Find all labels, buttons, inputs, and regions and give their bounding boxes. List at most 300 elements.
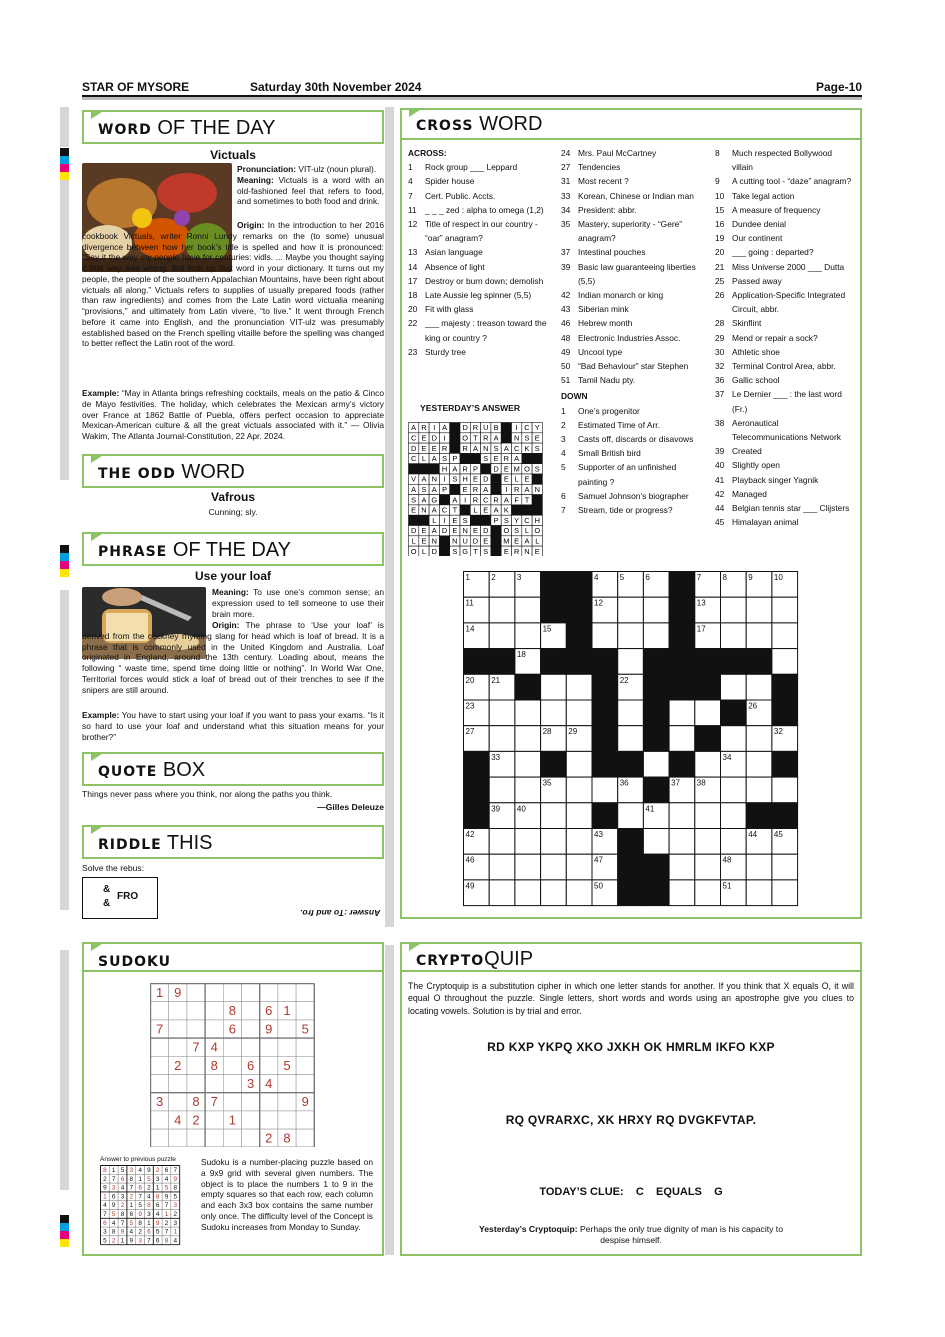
clue-number: 25 bbox=[722, 701, 732, 711]
answer-cell bbox=[460, 505, 470, 515]
sudoku-cell[interactable] bbox=[205, 984, 223, 1002]
answer-letter: A bbox=[503, 443, 509, 453]
sudoku-cell[interactable] bbox=[223, 1056, 241, 1074]
answer-letter: A bbox=[431, 454, 437, 464]
sudoku-cell[interactable] bbox=[151, 1075, 169, 1093]
black-square bbox=[643, 854, 669, 880]
sudoku-given: 7 bbox=[210, 1094, 218, 1110]
sudoku-given: 6 bbox=[265, 1003, 273, 1019]
white-square[interactable] bbox=[566, 700, 592, 726]
answer-letter: E bbox=[524, 474, 530, 484]
sudoku-cell[interactable] bbox=[296, 1129, 314, 1147]
prev-digit: 6 bbox=[129, 1211, 134, 1218]
sudoku-cell[interactable] bbox=[187, 984, 205, 1002]
prev-digit: 6 bbox=[147, 1228, 151, 1236]
sudoku-cell[interactable] bbox=[223, 1038, 241, 1056]
sudoku-cell[interactable] bbox=[260, 1056, 278, 1074]
clue-number: 28 bbox=[542, 727, 552, 737]
white-square[interactable] bbox=[592, 623, 618, 649]
clue-item: 44 Belgian tennis star ___ Clijsters bbox=[715, 503, 850, 514]
sudoku-cell[interactable] bbox=[151, 1056, 169, 1074]
white-square[interactable] bbox=[721, 777, 747, 803]
white-square[interactable] bbox=[772, 880, 798, 906]
sudoku-cell[interactable] bbox=[151, 1038, 169, 1056]
answer-letter: A bbox=[431, 505, 437, 515]
sudoku-cell[interactable] bbox=[205, 1129, 223, 1147]
answer-letter: S bbox=[514, 526, 520, 536]
white-square[interactable] bbox=[566, 803, 592, 829]
prev-digit: 4 bbox=[138, 1167, 142, 1174]
sudoku-cell[interactable] bbox=[260, 1093, 278, 1111]
side-bar bbox=[60, 107, 69, 147]
answer-letter: P bbox=[493, 515, 499, 525]
white-square[interactable] bbox=[515, 700, 541, 726]
black-square bbox=[464, 751, 490, 777]
white-square[interactable] bbox=[618, 623, 644, 649]
white-square[interactable] bbox=[618, 726, 644, 752]
prev-digit: 3 bbox=[155, 1175, 160, 1183]
answer-letter: I bbox=[443, 433, 446, 443]
white-square[interactable] bbox=[772, 597, 798, 623]
side-bar bbox=[60, 950, 69, 1190]
white-square[interactable] bbox=[695, 880, 721, 906]
answer-letter: N bbox=[431, 536, 437, 546]
white-square[interactable] bbox=[489, 880, 515, 906]
prev-digit: 9 bbox=[147, 1167, 151, 1174]
white-square[interactable] bbox=[541, 803, 567, 829]
black-square bbox=[618, 751, 644, 777]
white-square[interactable] bbox=[669, 829, 695, 855]
prev-digit: 6 bbox=[155, 1202, 160, 1210]
answer-letter: C bbox=[483, 495, 489, 505]
prev-digit: 4 bbox=[103, 1202, 107, 1210]
prev-digit: 3 bbox=[173, 1202, 178, 1210]
clue-item: 13 Asian language bbox=[408, 247, 483, 258]
sudoku-cell[interactable] bbox=[242, 1129, 260, 1147]
clue-item: 39 Basic law guaranteeing liberties (5,5) bbox=[561, 261, 696, 286]
white-square[interactable] bbox=[618, 597, 644, 623]
white-square[interactable] bbox=[515, 751, 541, 777]
phrase-meaning: Meaning: To use one’s common sense; an expression used to tell someone to use their brain more. bbox=[212, 587, 384, 619]
white-square[interactable] bbox=[489, 854, 515, 880]
prev-digit: 9 bbox=[173, 1175, 178, 1183]
white-square[interactable] bbox=[618, 700, 644, 726]
sudoku-cell[interactable] bbox=[296, 1075, 314, 1093]
sudoku-grid bbox=[150, 983, 317, 1147]
answer-letter: O bbox=[524, 464, 530, 474]
answer-letter: S bbox=[493, 443, 499, 453]
prev-digit: 2 bbox=[138, 1228, 142, 1236]
prev-digit: 8 bbox=[147, 1202, 151, 1210]
sudoku-cell[interactable] bbox=[187, 1075, 205, 1093]
clue-number: 21 bbox=[491, 675, 501, 685]
sudoku-cell[interactable] bbox=[242, 1111, 260, 1129]
answer-letter: D bbox=[483, 526, 489, 536]
sudoku-cell[interactable] bbox=[169, 1129, 187, 1147]
white-square[interactable] bbox=[721, 726, 747, 752]
white-square[interactable] bbox=[746, 854, 772, 880]
prev-digit: 2 bbox=[111, 1237, 116, 1245]
prev-digit: 5 bbox=[147, 1175, 151, 1183]
white-square[interactable] bbox=[746, 751, 772, 777]
sudoku-cell[interactable] bbox=[242, 1002, 260, 1020]
prev-digit: 6 bbox=[155, 1237, 160, 1245]
sudoku-cell[interactable] bbox=[296, 1038, 314, 1056]
white-square[interactable] bbox=[489, 623, 515, 649]
sudoku-cell[interactable] bbox=[223, 1129, 241, 1147]
answer-letter: T bbox=[524, 495, 530, 505]
black-square bbox=[772, 803, 798, 829]
section-title-big: OF THE DAY bbox=[157, 117, 276, 139]
clue-item: 6 Samuel Johnson’s biographer bbox=[561, 490, 689, 501]
sudoku-given: 8 bbox=[192, 1094, 200, 1110]
white-square[interactable] bbox=[489, 777, 515, 803]
sudoku-cell[interactable] bbox=[151, 1111, 169, 1129]
sudoku-cell[interactable] bbox=[169, 1002, 187, 1020]
corner-flag bbox=[91, 752, 105, 761]
answer-letter: E bbox=[483, 505, 489, 515]
answer-cell bbox=[439, 536, 449, 546]
sudoku-cell[interactable] bbox=[223, 1075, 241, 1093]
white-square[interactable] bbox=[541, 880, 567, 906]
across-clues-col2: 24 Mrs. Paul McCartney 27 Tendencies 31 Most recent ? 33 Korean, Chinese or Indian man 34 President: abbr. 35 Mastery, superiority - “Gere” anagram? 37 Intestinal pouches 39 Basic law guaranteeing liberties (5,5) 42 Indian monarch or king 43 Siberian mink 46 Hebrew month 48 Electronic Industries Assoc. 49 Uncool type 50 “Bad Behaviour” star Stephen 51 Tamil Nadu pty. DOWN 1 One’s progenitor 2 Estimated Time of Arr. 3 Casts off, discards or disavows 4 Small British bird 5 Supporter of an unfinished painting ? 6 Samuel Johnson’s biographer 7 Stream, tide or progress? bbox=[561, 146, 705, 517]
sudoku-cell[interactable] bbox=[296, 1111, 314, 1129]
sudoku-given: 3 bbox=[246, 1076, 255, 1091]
white-square[interactable] bbox=[695, 751, 721, 777]
clue-item: 40 Slightly open bbox=[715, 460, 780, 471]
color-marks bbox=[60, 545, 69, 577]
sudoku-cell[interactable] bbox=[223, 1093, 241, 1111]
white-square[interactable] bbox=[695, 700, 721, 726]
white-square[interactable] bbox=[566, 674, 592, 700]
sudoku-header: SUDOKU bbox=[82, 942, 384, 972]
answer-letter: R bbox=[493, 495, 499, 505]
answer-letter: A bbox=[524, 485, 530, 494]
white-square[interactable] bbox=[772, 854, 798, 880]
answer-letter: T bbox=[473, 433, 478, 443]
black-square bbox=[515, 674, 541, 700]
sudoku-cell[interactable] bbox=[205, 1002, 223, 1020]
crossword-grid bbox=[463, 571, 800, 908]
down-clues-col3 bbox=[715, 146, 855, 529]
sudoku-cell[interactable] bbox=[260, 984, 278, 1002]
clue-item: 39 Created bbox=[715, 446, 762, 457]
sudoku-cell[interactable] bbox=[278, 1075, 296, 1093]
clue-number: 16 bbox=[568, 624, 578, 634]
odd-word-header: THE ODD WORD bbox=[82, 454, 384, 488]
white-square[interactable] bbox=[721, 674, 747, 700]
clue-number: 12 bbox=[594, 598, 603, 608]
sudoku-cell[interactable] bbox=[151, 1129, 169, 1147]
answer-letter: E bbox=[421, 536, 427, 546]
previous-sudoku-answer bbox=[100, 1165, 181, 1246]
prev-digit: 8 bbox=[138, 1219, 142, 1227]
odd-word: Vafrous bbox=[210, 490, 255, 504]
clue-item: 15 A measure of frequency bbox=[715, 204, 821, 215]
white-square[interactable] bbox=[566, 777, 592, 803]
clue-number: 49 bbox=[465, 881, 475, 891]
white-square[interactable] bbox=[669, 700, 695, 726]
answer-letter: S bbox=[524, 433, 530, 443]
prev-digit: 8 bbox=[129, 1175, 134, 1183]
answer-cell bbox=[481, 515, 491, 525]
prev-digit: 1 bbox=[155, 1184, 160, 1192]
sudoku-given: 6 bbox=[246, 1057, 255, 1073]
sudoku-cell[interactable] bbox=[187, 1020, 205, 1038]
prev-digit: 6 bbox=[111, 1193, 116, 1201]
answer-letter: E bbox=[503, 464, 509, 474]
prev-digit: 1 bbox=[129, 1202, 134, 1210]
white-square[interactable] bbox=[541, 700, 567, 726]
white-square[interactable] bbox=[515, 623, 541, 649]
answer-letter: A bbox=[483, 485, 489, 494]
black-square bbox=[541, 751, 567, 777]
phrase-origin: Origin: The phrase to ‘Use your loaf’ is derived from the cockney rhyming slang for head which is loaf of bread. It is a phrase that is commonly used in the United Kingdom and Australia. Loaf originated in England, around the 13th century. Loading about, means the following “ waste time, spend time doing little or nothing”. In World War One, Territorial forces would stick a loaf of bread out of their trenches to see if the snipers are still around. bbox=[82, 620, 384, 695]
todays-clue: TODAY’S CLUE: C EQUALS G bbox=[539, 1186, 723, 1198]
sudoku-cell[interactable] bbox=[278, 984, 296, 1002]
prev-digit: 8 bbox=[173, 1184, 178, 1192]
white-square[interactable] bbox=[669, 726, 695, 752]
white-square[interactable] bbox=[746, 726, 772, 752]
clue-number: 48 bbox=[722, 855, 732, 865]
answer-cell bbox=[470, 515, 480, 525]
white-square[interactable] bbox=[643, 829, 669, 855]
answer-letter: D bbox=[462, 423, 468, 433]
prev-digit: 4 bbox=[155, 1211, 160, 1218]
sudoku-cell[interactable] bbox=[205, 1111, 223, 1129]
clue-number: 41 bbox=[645, 804, 655, 814]
sudoku-cell[interactable] bbox=[187, 1056, 205, 1074]
answer-letter: H bbox=[441, 464, 448, 474]
white-square[interactable] bbox=[515, 829, 541, 855]
prev-digit: 4 bbox=[120, 1184, 125, 1192]
clue-item: 38 Aeronautical Telecommunications Network bbox=[715, 417, 841, 443]
white-square[interactable] bbox=[695, 854, 721, 880]
answer-letter: C bbox=[513, 443, 520, 453]
white-square[interactable] bbox=[746, 597, 772, 623]
answer-letter: O bbox=[503, 526, 510, 536]
white-square[interactable] bbox=[566, 854, 592, 880]
prev-digit: 9 bbox=[111, 1202, 116, 1210]
clue-item: 49 Uncool type bbox=[561, 346, 623, 357]
answer-letter: E bbox=[421, 526, 427, 536]
white-square[interactable] bbox=[721, 597, 747, 623]
sudoku-cell[interactable] bbox=[296, 1002, 314, 1020]
sudoku-cell[interactable] bbox=[169, 1038, 187, 1056]
answer-cell bbox=[522, 505, 532, 515]
white-square[interactable] bbox=[592, 777, 618, 803]
white-square[interactable] bbox=[618, 803, 644, 829]
clue-number: 27 bbox=[465, 727, 475, 737]
white-square[interactable] bbox=[669, 803, 695, 829]
sudoku-cell[interactable] bbox=[278, 1111, 296, 1129]
black-square bbox=[464, 803, 490, 829]
black-square bbox=[772, 751, 798, 777]
black-square bbox=[746, 803, 772, 829]
corner-flag bbox=[91, 942, 105, 951]
sudoku-cell[interactable] bbox=[169, 1020, 187, 1038]
answer-letter: E bbox=[411, 505, 417, 515]
answer-letter: N bbox=[452, 536, 458, 546]
sudoku-cell[interactable] bbox=[223, 984, 241, 1002]
answer-letter: L bbox=[421, 546, 427, 556]
answer-letter: A bbox=[452, 464, 458, 474]
answer-letter: R bbox=[472, 495, 479, 505]
black-square bbox=[695, 726, 721, 752]
sudoku-cell[interactable] bbox=[242, 1020, 260, 1038]
answer-letter: C bbox=[524, 423, 530, 433]
side-bar bbox=[385, 945, 394, 1255]
answer-letter: G bbox=[431, 495, 438, 505]
white-square[interactable] bbox=[746, 777, 772, 803]
answer-letter: S bbox=[534, 443, 540, 453]
sudoku-cell[interactable] bbox=[296, 984, 314, 1002]
answer-letter: S bbox=[452, 474, 458, 484]
phrase-title: Use your loaf bbox=[194, 569, 272, 583]
sudoku-cell[interactable] bbox=[242, 1093, 260, 1111]
answer-letter: K bbox=[524, 443, 530, 453]
white-square[interactable] bbox=[772, 777, 798, 803]
black-square bbox=[669, 572, 695, 598]
sudoku-cell[interactable] bbox=[205, 1020, 223, 1038]
white-square[interactable] bbox=[746, 674, 772, 700]
black-square bbox=[643, 880, 669, 906]
word-example: Example: “May in Atlanta brings refreshing cocktails, meals on the patio & Cinco de Mayo festivities. The holiday, which celebrates the Mexican army’s victory over France at 1862 Battle of Puebla, offers perfect occasion to appreciate Mexican-American culture & all the great victuals associated with it.” — Olivia Wakim, The Atlanta Journal-Constitution, 22 Apr. 2024. bbox=[82, 388, 384, 441]
white-square[interactable] bbox=[669, 880, 695, 906]
clue-item: 21 Miss Universe 2000 ___ Dutta bbox=[715, 261, 845, 272]
white-square[interactable] bbox=[489, 597, 515, 623]
sudoku-given: 6 bbox=[228, 1021, 237, 1037]
sudoku-cell[interactable] bbox=[242, 984, 260, 1002]
white-square[interactable] bbox=[566, 751, 592, 777]
crossword-header: CROSS WORD bbox=[400, 108, 862, 140]
corner-flag bbox=[91, 110, 105, 119]
prev-digit: 3 bbox=[129, 1167, 134, 1174]
answer-letter: D bbox=[472, 536, 479, 546]
white-square[interactable] bbox=[566, 829, 592, 855]
clue-item: 5 Supporter of an unfinished painting ? bbox=[561, 462, 677, 487]
answer-cell bbox=[450, 443, 460, 453]
answer-letter: B bbox=[493, 423, 499, 433]
clue-number: 13 bbox=[696, 598, 706, 608]
white-square[interactable] bbox=[541, 674, 567, 700]
clue-number: 29 bbox=[568, 727, 578, 737]
answer-letter: Y bbox=[534, 423, 540, 433]
sudoku-given: 1 bbox=[155, 985, 164, 1000]
answer-letter: S bbox=[483, 454, 489, 464]
answer-letter: E bbox=[421, 433, 427, 443]
clue-item: 48 Electronic Industries Assoc. bbox=[561, 332, 681, 343]
white-square[interactable] bbox=[541, 829, 567, 855]
prev-digit: 6 bbox=[120, 1175, 125, 1183]
clue-item: 20 ___ going : departed? bbox=[715, 247, 814, 258]
white-square[interactable] bbox=[772, 623, 798, 649]
sudoku-cell[interactable] bbox=[169, 1075, 187, 1093]
white-square[interactable] bbox=[515, 726, 541, 752]
answer-cell bbox=[409, 515, 419, 525]
white-square[interactable] bbox=[746, 623, 772, 649]
clue-item: 2 Estimated Time of Arr. bbox=[561, 419, 660, 430]
answer-letter: E bbox=[431, 443, 437, 453]
black-square bbox=[618, 880, 644, 906]
answer-letter: N bbox=[534, 485, 540, 494]
white-square[interactable] bbox=[746, 880, 772, 906]
sudoku-cell[interactable] bbox=[187, 1002, 205, 1020]
white-square[interactable] bbox=[695, 803, 721, 829]
prev-digit: 8 bbox=[164, 1237, 169, 1245]
answer-letter: E bbox=[534, 433, 540, 443]
white-square[interactable] bbox=[515, 597, 541, 623]
prev-digit: 8 bbox=[120, 1211, 125, 1218]
riddle-header: RIDDLE THIS bbox=[82, 825, 384, 859]
white-square[interactable] bbox=[566, 880, 592, 906]
white-square[interactable] bbox=[618, 649, 644, 675]
prev-digit: 6 bbox=[138, 1184, 142, 1192]
white-square[interactable] bbox=[772, 649, 798, 675]
clue-item: 4 Small British bird bbox=[561, 448, 641, 459]
white-square[interactable] bbox=[643, 623, 669, 649]
white-square[interactable] bbox=[643, 751, 669, 777]
sudoku-cell[interactable] bbox=[296, 1056, 314, 1074]
white-square[interactable] bbox=[515, 880, 541, 906]
answer-letter: A bbox=[431, 485, 437, 494]
white-square[interactable] bbox=[695, 829, 721, 855]
white-square[interactable] bbox=[721, 803, 747, 829]
white-square[interactable] bbox=[489, 700, 515, 726]
clue-item: 43 Siberian mink bbox=[561, 304, 629, 315]
sudoku-cell[interactable] bbox=[260, 1111, 278, 1129]
white-square[interactable] bbox=[515, 854, 541, 880]
white-square[interactable] bbox=[669, 854, 695, 880]
answer-letter: E bbox=[503, 546, 509, 556]
sudoku-cell[interactable] bbox=[278, 1038, 296, 1056]
sudoku-cell[interactable] bbox=[242, 1038, 260, 1056]
clue-item: 11 _ _ _ zed : alpha to omega (1,2) bbox=[408, 204, 544, 215]
white-square[interactable] bbox=[541, 854, 567, 880]
prev-digit: 1 bbox=[120, 1237, 125, 1245]
clue-number: 44 bbox=[748, 830, 758, 839]
prev-digit: 6 bbox=[103, 1219, 107, 1227]
clue-item: 27 Tendencies bbox=[561, 162, 621, 173]
answer-letter: E bbox=[421, 443, 427, 453]
sudoku-cell[interactable] bbox=[151, 1002, 169, 1020]
color-marks bbox=[60, 148, 69, 180]
sudoku-cell[interactable] bbox=[278, 1020, 296, 1038]
answer-cell bbox=[460, 453, 470, 463]
sudoku-cell[interactable] bbox=[260, 1038, 278, 1056]
white-square[interactable] bbox=[643, 597, 669, 623]
clue-number: 26 bbox=[748, 701, 758, 711]
white-square[interactable] bbox=[721, 829, 747, 855]
white-square[interactable] bbox=[721, 623, 747, 649]
white-square[interactable] bbox=[489, 829, 515, 855]
clue-item: 45 Himalayan animal bbox=[715, 517, 799, 528]
clue-number: 40 bbox=[516, 804, 526, 814]
paper-name: STAR OF MYSORE bbox=[82, 80, 190, 94]
sudoku-cell[interactable] bbox=[169, 1093, 187, 1111]
clue-item: 34 President: abbr. bbox=[561, 204, 637, 215]
sudoku-given: 1 bbox=[283, 1003, 291, 1019]
sudoku-cell[interactable] bbox=[205, 1075, 223, 1093]
sudoku-cell[interactable] bbox=[187, 1129, 205, 1147]
prev-digit: 7 bbox=[138, 1193, 142, 1201]
answer-letter: E bbox=[534, 546, 540, 556]
sudoku-cell[interactable] bbox=[278, 1093, 296, 1111]
answer-letter: P bbox=[452, 454, 458, 464]
white-square[interactable] bbox=[489, 726, 515, 752]
white-square[interactable] bbox=[515, 777, 541, 803]
answer-letter: L bbox=[535, 536, 540, 546]
